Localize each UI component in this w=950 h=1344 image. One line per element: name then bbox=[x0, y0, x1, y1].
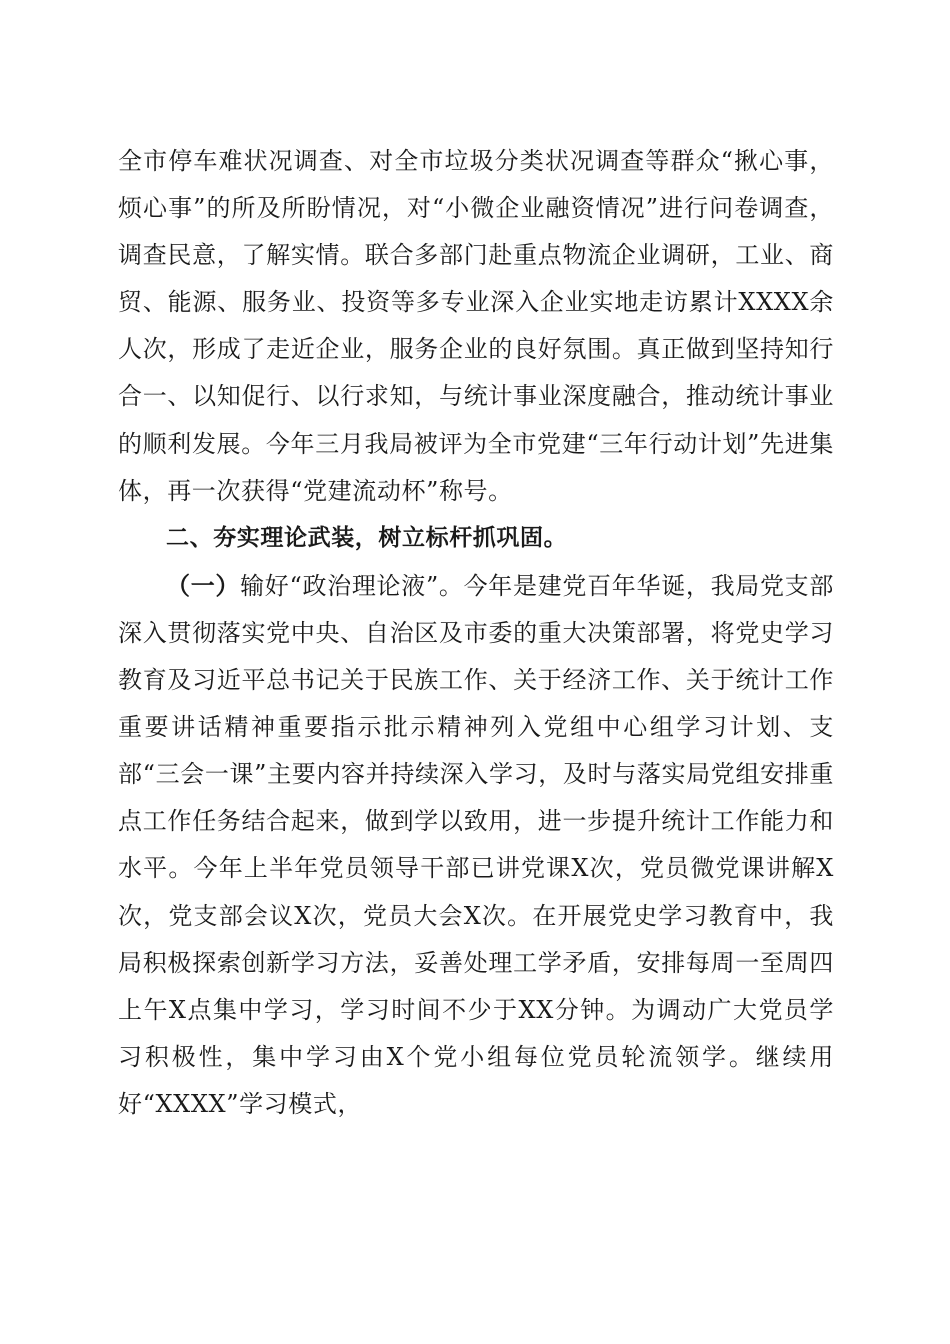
section-heading: 二、夯实理论武装，树立标杆抓巩固。 bbox=[166, 524, 568, 551]
paragraph-continued: 全市停车难状况调查、对全市垃圾分类状况调查等群众“揪心事，烦心事”的所及所盼情况，对“小微企业融资情况”进行问卷调查，调查民意，了解实情。联合多部门赴重点物流企业调研，工业、商贸、能源、服务业、投资等多专业深入企业实地走访累计XXXX余人次，形成了走近企业，服务企业的良好氛围。真正做到坚持知行合一、以知促行、以行求知，与统计事业深度融合，推动统计事业的顺利发展。今年三月我局被评为全市党建“三年行动计划”先进集体，再一次获得“党建流动杯”称号。 bbox=[118, 147, 834, 505]
subsection-text: 输好“政治理论液”。今年是建党百年华诞，我局党支部深入贯彻落实党中央、自治区及市委的重大决策部署，将党史学习教育及习近平总书记关于民族工作、关于经济工作、关于统计工作重要讲话精神重要指示批示精神列入党组中心组学习计划、支部“三会一课”主要内容并持续深入学习，及时与落实局党组安排重点工作任务结合起来，做到学以致用，进一步提升统计工作能力和水平。今年上半年党员领导干部已讲党课X次，党员微党课讲解X次，党支部会议X次，党员大会X次。在开展党史学习教育中，我局积极探索创新学习方法，妥善处理工学矛盾，安排每周一至周四上午X点集中学习，学习时间不少于XX分钟。为调动广大党员学习积极性，集中学习由X个党小组每位党员轮流领学。继续用好“XXXX”学习模式， bbox=[118, 571, 834, 1118]
subsection-paragraph bbox=[118, 562, 834, 1128]
document-body bbox=[118, 138, 834, 1128]
subsection-label: （一） bbox=[166, 570, 241, 600]
